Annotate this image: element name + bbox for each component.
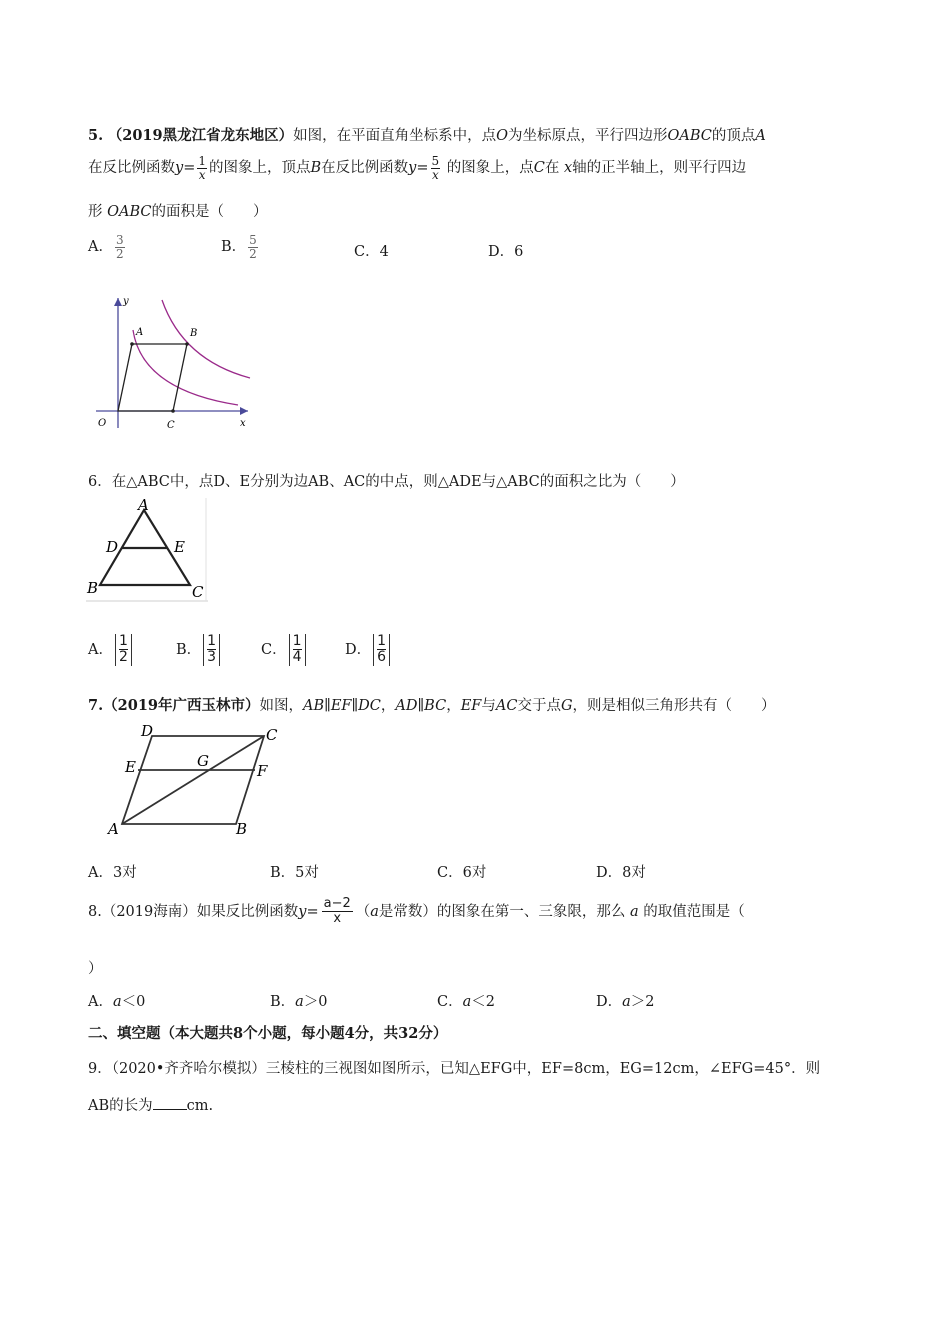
q7-source: （2019年广西玉林市）: [103, 697, 260, 714]
q7-math: EF: [460, 698, 482, 714]
option-var: a: [462, 994, 472, 1010]
y-axis-arrow: [114, 298, 122, 306]
q7-option-c[interactable]: C．6对: [437, 865, 487, 881]
frac-num: 5: [249, 233, 257, 247]
option-label: C．: [261, 641, 287, 658]
q7-math: AD∥BC: [395, 698, 447, 714]
q8-var-a: a: [370, 903, 379, 920]
q7-text: ，: [380, 698, 396, 714]
option-label: C．: [354, 244, 380, 260]
q5-text: 的面积是（ ）: [151, 204, 268, 220]
frac-num: 1: [118, 633, 128, 649]
label-g: G: [197, 752, 209, 770]
label-a: A: [138, 498, 149, 514]
option-text: 6: [514, 244, 524, 260]
q8-stem-end: ）: [88, 961, 103, 977]
q7-math: G: [560, 698, 573, 714]
frac-num: a−2: [323, 896, 351, 911]
q6-option-b[interactable]: [176, 634, 220, 666]
q6-option-d[interactable]: [345, 634, 390, 666]
frac-num: 1: [377, 633, 387, 649]
label-x: x: [240, 418, 246, 429]
q5-line-1: [88, 124, 766, 145]
q7-text: ，则是相似三角形共有（ ）: [572, 698, 776, 714]
option-label: C．: [437, 994, 463, 1010]
q9-line-2: [88, 1094, 213, 1115]
option-rel: ＜2: [471, 994, 495, 1010]
label-c: C: [192, 583, 204, 601]
q9-unit: cm.: [186, 1098, 214, 1114]
q5-var-y: y: [175, 160, 184, 177]
q8-text: 8.（2019海南）如果反比例函数: [88, 903, 299, 920]
point-a: [130, 342, 134, 346]
q6-figure: [86, 498, 211, 603]
q8-text: 是常数）的图象在第一、三象限，那么: [378, 903, 626, 920]
frac-den: 2: [249, 246, 257, 261]
option-fraction: [373, 634, 390, 666]
q5-var-a: A: [755, 128, 766, 144]
option-var: a: [112, 994, 122, 1010]
q7-option-d[interactable]: D．8对: [596, 865, 646, 881]
frac-num: 3: [115, 233, 124, 247]
q6-option-c[interactable]: [261, 634, 306, 666]
q5-fraction-1-over-x: [197, 155, 207, 181]
q5-option-b[interactable]: [221, 234, 260, 260]
q7-option-b[interactable]: B．5对: [270, 865, 319, 881]
frac-num: 5: [431, 154, 440, 168]
option-label: B．: [176, 641, 202, 658]
frac-den: 2: [118, 649, 128, 666]
option-label: D．: [345, 641, 372, 658]
q5-var-oabc: OABC: [107, 204, 152, 220]
label-c: C: [266, 726, 278, 744]
curve-5-over-x: [162, 300, 250, 378]
option-var: a: [295, 994, 304, 1010]
q5-option-a[interactable]: [88, 234, 127, 260]
q5-text: 的图象上，点: [446, 160, 534, 177]
option-fraction: [289, 634, 306, 666]
frac-num: 1: [292, 633, 302, 649]
label-e: E: [125, 758, 136, 776]
q5-text: 为坐标原点，平行四边形: [508, 128, 668, 144]
option-label: D．: [596, 994, 623, 1010]
option-label: A．: [88, 994, 113, 1010]
frac-den: 6: [377, 649, 387, 666]
q8-eq: =: [306, 903, 319, 920]
q7-number: 7.: [88, 697, 104, 714]
q9-answer-blank[interactable]: [153, 1095, 187, 1110]
q5-source: （2019黑龙江省龙东地区）: [107, 127, 294, 144]
option-rel: ＞2: [630, 994, 655, 1010]
q5-option-c[interactable]: [354, 240, 389, 261]
label-e: E: [174, 538, 185, 556]
q5-text: 在: [544, 160, 560, 177]
label-a: A: [108, 820, 119, 838]
option-label: D．: [488, 244, 515, 260]
q5-text: 在反比例函数: [88, 160, 175, 177]
q5-var-b: B: [310, 160, 322, 177]
option-label: B．: [221, 239, 247, 256]
q6-stem: 6．在△ABC中，点D、E分别为边AB、AC的中点，则△ADE与△ABC的面积之比为（ ）: [88, 474, 685, 490]
q5-var-c: C: [533, 160, 545, 177]
q5-var-o: O: [496, 128, 508, 144]
option-label: B．: [270, 994, 296, 1010]
option-label: A．: [88, 239, 113, 256]
q6-option-a[interactable]: [88, 634, 132, 666]
section-2-title: 二、填空题（本大题共8个小题，每小题4分，共32分）: [88, 1025, 448, 1042]
q8-option-c[interactable]: [437, 990, 495, 1011]
q5-text: 如图，在平面直角坐标系中，点: [293, 128, 497, 144]
option-var: a: [622, 994, 631, 1010]
q7-math: AB∥EF∥DC: [303, 698, 381, 714]
point-c: [171, 409, 175, 413]
frac-den: x: [431, 167, 439, 182]
q7-text: ，: [446, 698, 461, 714]
q5-eq: =: [416, 160, 429, 177]
q5-number: 5.: [88, 127, 104, 144]
point-b: [185, 342, 189, 346]
label-c: C: [167, 420, 175, 431]
x-axis-arrow: [240, 407, 248, 415]
q5-var-oabc: OABC: [667, 128, 712, 144]
q7-text: 交于点: [517, 698, 561, 714]
q7-math: AC: [495, 698, 518, 714]
q8-option-a[interactable]: [88, 990, 145, 1011]
frac-den: 2: [115, 246, 124, 261]
q5-eq: =: [183, 160, 196, 177]
frac-num: 1: [207, 633, 217, 649]
q5-var-y: y: [408, 160, 417, 177]
option-fraction: [115, 234, 125, 260]
option-fraction: [203, 634, 220, 666]
q5-text: 的图象上，顶点: [209, 160, 311, 177]
label-y: y: [123, 296, 129, 307]
label-o: O: [98, 418, 107, 429]
option-fraction: [115, 634, 132, 666]
label-b: B: [87, 579, 99, 597]
label-d: D: [141, 722, 154, 740]
q8-text: （: [355, 903, 371, 920]
q5-option-d[interactable]: [488, 240, 523, 261]
q5-text: 形: [88, 204, 103, 220]
q5-figure: [88, 290, 258, 435]
q7-stem: [88, 694, 776, 715]
q7-text: 与: [481, 698, 496, 714]
label-b: B: [190, 328, 198, 339]
option-label: A．: [88, 641, 113, 658]
q7-text: 如图，: [259, 698, 303, 714]
option-fraction: [248, 234, 258, 260]
q5-text: 轴的正半轴上，则平行四边: [572, 160, 747, 177]
label-d: D: [106, 538, 119, 556]
q7-option-a[interactable]: A．3对: [88, 865, 137, 881]
parallelogram-oabc: [118, 344, 187, 411]
q5-fraction-5-over-x: [431, 155, 441, 181]
q9-text: AB的长为: [88, 1098, 153, 1114]
q9-line-1: 9．（2020•齐齐哈尔模拟）三棱柱的三视图如图所示，已知△EFG中，EF=8cm，EG=12cm，∠EFG=45°．则: [88, 1061, 821, 1077]
label-b: B: [236, 820, 248, 838]
option-rel: ＞0: [303, 994, 328, 1010]
q7-figure: [104, 722, 289, 840]
frac-den: x: [198, 167, 206, 182]
q8-stem: [88, 897, 745, 927]
q8-fraction: [322, 897, 353, 927]
q8-text: 的取值范围是（: [643, 903, 745, 920]
diagonal-ac: [122, 736, 264, 824]
q8-var-y: y: [298, 903, 307, 920]
q8-option-d[interactable]: [596, 990, 655, 1011]
q5-text: 的顶点: [711, 128, 756, 144]
q8-var-a: a: [630, 903, 639, 920]
label-a: A: [136, 327, 144, 338]
q5-text: 在反比例函数: [321, 160, 409, 177]
q5-line-3: [88, 200, 268, 221]
label-f: F: [257, 762, 268, 780]
option-text: 4: [379, 244, 389, 260]
frac-den: 4: [292, 649, 302, 666]
frac-num: 1: [198, 154, 206, 168]
frac-den: x: [333, 911, 342, 927]
q8-option-b[interactable]: [270, 990, 328, 1011]
option-rel: ＜0: [121, 994, 146, 1010]
frac-den: 3: [207, 649, 217, 666]
q5-line-2: [88, 155, 746, 181]
q5-var-x: x: [563, 160, 573, 177]
